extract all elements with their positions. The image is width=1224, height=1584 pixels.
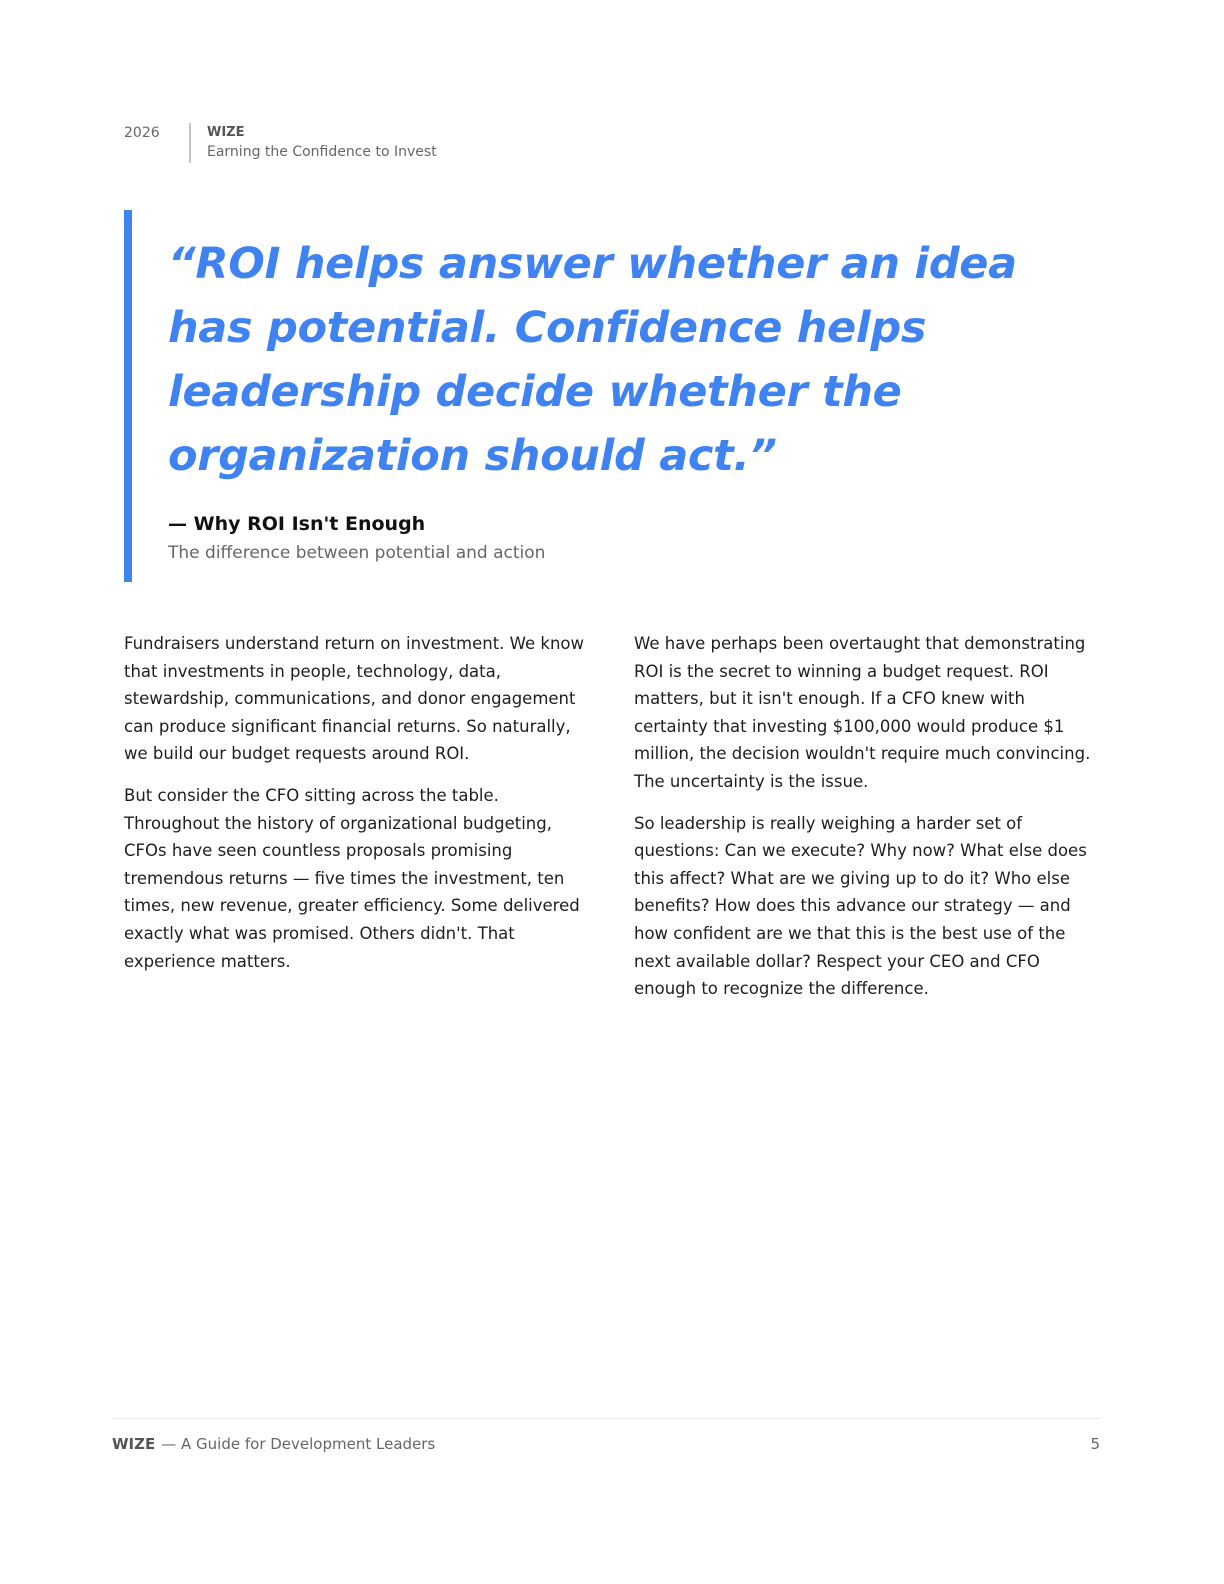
body-paragraph: But consider the CFO sitting across the table. Throughout the history of organizational budgeting, CFOs have seen countless proposals promising tremendous returns — five times the investment, ten times, new revenue, greater efficiency. Some delivered exactly what was promised. Others didn't. That experience matters.: [124, 785, 580, 971]
body-columns: [124, 630, 1100, 1017]
quote-caption: The difference between potential and action: [168, 543, 546, 563]
header-brand: WIZE: [207, 125, 245, 140]
quote-text: “ROI helps answer whether an idea has potential. Confidence helps leadership decide whether the organization should act.”: [168, 239, 1017, 481]
quote-accent-bar: [124, 210, 132, 582]
footer-tagline: — A Guide for Development Leaders: [161, 1435, 436, 1453]
header-divider: [189, 123, 191, 163]
footer-left: [112, 1433, 435, 1455]
running-header: [124, 123, 437, 163]
footer-brand: WIZE: [112, 1435, 156, 1453]
page-footer: [112, 1433, 1100, 1455]
header-text: [207, 123, 437, 162]
body-paragraph: Fundraisers understand return on investment. We know that investments in people, technology, data, stewardship, communications, and donor engagement can produce significant financial returns. So naturally, we build our budget requests around ROI.: [124, 634, 585, 764]
page-number: 5: [1090, 1435, 1100, 1453]
body-paragraph: We have perhaps been overtaught that demonstrating ROI is the secret to winning a budget request. ROI matters, but it isn't enough. If a CFO knew with certainty that investing $100,000 would produce $1 million, the decision wouldn't require much convincing. The uncertainty is the issue.: [634, 634, 1091, 791]
left-column: [124, 630, 590, 1017]
right-column: [634, 630, 1100, 1017]
pull-quote: [124, 210, 1100, 582]
header-year: 2026: [124, 125, 160, 141]
footer-divider: [112, 1418, 1100, 1419]
quote-source: — Why ROI Isn't Enough: [168, 513, 426, 535]
body-paragraph: So leadership is really weighing a harder set of questions: Can we execute? Why now? What else does this affect? What are we giving up to do it? Who else benefits? How does this advance our strategy — and how confident are we that this is the best use of the next available dollar? Respect your CEO and CFO enough to recognize the difference.: [634, 813, 1087, 999]
header-subtitle: Earning the Confidence to Invest: [207, 144, 437, 160]
